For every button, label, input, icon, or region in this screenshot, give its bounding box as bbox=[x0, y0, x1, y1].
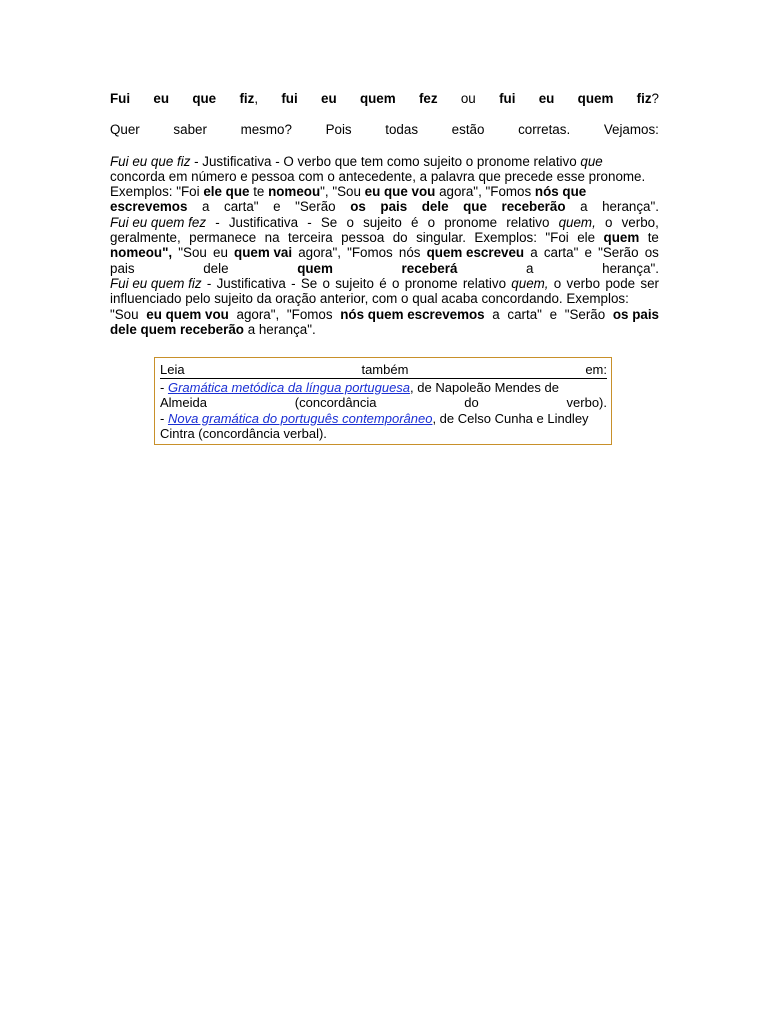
word: pessoa bbox=[341, 230, 385, 246]
word: e bbox=[549, 306, 558, 322]
title-word-bold: fiz bbox=[636, 91, 652, 106]
section1-line1 bbox=[110, 154, 659, 169]
word: verbo). bbox=[566, 395, 607, 410]
bold-word: nomeou", bbox=[110, 245, 173, 261]
word: o bbox=[391, 275, 400, 291]
word: "Foi bbox=[545, 230, 569, 246]
section1-text bbox=[110, 184, 586, 199]
word: pronome bbox=[404, 275, 458, 291]
text-run: agora", "Fomos bbox=[435, 184, 535, 200]
intro-word: todas bbox=[385, 122, 419, 138]
bold-word: os bbox=[350, 199, 366, 215]
section1-text-run: - Justificativa - O verbo que tem como sujeito o pronome relativo bbox=[190, 153, 581, 169]
title-word: eu bbox=[321, 91, 337, 106]
word: pronome bbox=[444, 214, 498, 230]
intro-word: estão bbox=[451, 122, 485, 138]
intro-word: Pois bbox=[325, 122, 352, 138]
section1-line3 bbox=[110, 184, 659, 199]
word: herança". bbox=[602, 199, 659, 215]
title-comma: , bbox=[254, 91, 259, 106]
bold-word: quem vai bbox=[234, 245, 293, 261]
text-run: ", "Sou bbox=[320, 184, 365, 200]
word: - bbox=[307, 214, 312, 230]
word: Justificativa bbox=[228, 214, 299, 230]
word: - bbox=[206, 275, 212, 291]
word: "Serão bbox=[598, 245, 639, 261]
word: a bbox=[530, 245, 538, 261]
word: o bbox=[553, 275, 562, 291]
word: singular. bbox=[416, 230, 466, 246]
section1-heading-italic: Fui eu que fiz bbox=[110, 153, 191, 169]
word: Se bbox=[300, 275, 318, 291]
word: carta" bbox=[507, 306, 542, 322]
word: sujeito bbox=[363, 214, 402, 230]
word: pode bbox=[605, 275, 636, 291]
title-word: quem bbox=[359, 91, 396, 106]
word: - bbox=[215, 214, 220, 230]
reference-link-gramatica-metodica[interactable]: Gramática metódica da língua portuguesa bbox=[167, 379, 411, 395]
reference-text bbox=[160, 380, 559, 396]
reference-text bbox=[160, 411, 589, 427]
section1-text: concorda em número e pessoa com o antecedente, a palavra que precede esse pronome. bbox=[110, 168, 646, 184]
word: verbo bbox=[566, 275, 601, 291]
word: relativo bbox=[462, 275, 507, 291]
reference-text: Cintra (concordância verbal). bbox=[160, 426, 327, 441]
text-run: Exemplos: "Foi bbox=[110, 184, 204, 200]
word: "Sou bbox=[178, 245, 207, 261]
text-run: a herança". bbox=[243, 321, 316, 337]
word: "Serão bbox=[295, 199, 336, 215]
word: a bbox=[526, 260, 534, 276]
section1-italic-word: que bbox=[580, 153, 603, 169]
word: e bbox=[273, 199, 281, 215]
italic-word: quem, bbox=[558, 214, 596, 230]
word: o bbox=[427, 214, 436, 230]
text-run: te bbox=[249, 184, 269, 200]
title-word: eu bbox=[538, 91, 555, 106]
reference-row bbox=[160, 395, 607, 411]
word: a bbox=[202, 199, 210, 215]
title-word bbox=[239, 91, 258, 106]
bullet-dash: - bbox=[160, 410, 168, 426]
intro-word: corretas. bbox=[518, 122, 571, 138]
word: te bbox=[647, 230, 659, 246]
word: "Serão bbox=[564, 306, 606, 322]
word: a bbox=[580, 199, 588, 215]
word: geralmente, bbox=[110, 230, 181, 246]
section2-line4 bbox=[110, 261, 659, 276]
word: - bbox=[291, 275, 296, 291]
reference-rest: , de Napoleão Mendes de bbox=[410, 379, 559, 395]
intro-word: mesmo? bbox=[240, 122, 292, 138]
word: agora", bbox=[236, 306, 280, 322]
intro-line bbox=[110, 122, 659, 137]
title-word: fez bbox=[418, 91, 438, 106]
word: é bbox=[379, 275, 387, 291]
section3-line4 bbox=[110, 322, 659, 337]
italic-word: quem, bbox=[511, 275, 549, 291]
bold-word: receberão bbox=[501, 199, 566, 215]
section2-heading-italic: Fui eu quem fez bbox=[110, 214, 207, 230]
title-word: eu bbox=[153, 91, 170, 106]
reference-row bbox=[160, 380, 607, 396]
bold-word: os pais bbox=[612, 306, 659, 322]
title-question: ? bbox=[651, 91, 659, 106]
heading-word: em: bbox=[585, 362, 607, 377]
heading-word: também bbox=[361, 362, 409, 377]
title-line bbox=[110, 91, 659, 106]
reference-rest: , de Celso Cunha e Lindley bbox=[432, 410, 589, 426]
word: "Fomos bbox=[347, 245, 393, 261]
word: verbo, bbox=[621, 214, 659, 230]
word: sujeito bbox=[335, 275, 374, 291]
word: dele bbox=[203, 260, 229, 276]
title-word: fui bbox=[499, 91, 516, 106]
intro-word: Quer bbox=[110, 122, 140, 138]
reference-row bbox=[160, 411, 607, 427]
bold-word: dele bbox=[421, 199, 449, 215]
reference-link-nova-gramatica[interactable]: Nova gramática do português contemporâneo bbox=[167, 410, 433, 426]
word: do bbox=[392, 230, 408, 246]
bold-word: quem bbox=[603, 230, 640, 246]
section2-line2 bbox=[110, 230, 659, 245]
word: nós bbox=[398, 245, 421, 261]
word: pais bbox=[110, 260, 135, 276]
word: Almeida bbox=[160, 395, 207, 410]
bold-word: receberá bbox=[401, 260, 458, 276]
title-word: ou bbox=[460, 91, 476, 106]
section3-heading-italic: Fui eu quem fiz bbox=[110, 275, 202, 291]
bold-run: ele que bbox=[203, 184, 250, 200]
word: ser bbox=[640, 275, 659, 291]
intro-word: saber bbox=[173, 122, 207, 138]
title-word: que bbox=[192, 91, 217, 106]
word: "Fomos bbox=[286, 306, 333, 322]
word: a bbox=[492, 306, 500, 322]
reference-row bbox=[160, 426, 607, 442]
bold-run: eu que vou bbox=[364, 184, 436, 200]
title-word-bold: fiz bbox=[239, 91, 255, 106]
bold-word: que bbox=[463, 199, 487, 215]
bold-word: quem bbox=[297, 260, 333, 276]
word: ele bbox=[577, 230, 596, 246]
word: terceira bbox=[287, 230, 333, 246]
bold-word: pais bbox=[380, 199, 408, 215]
bold-word: quem escreveu bbox=[426, 245, 525, 261]
section1-text bbox=[110, 154, 603, 169]
bold-run: nós que bbox=[534, 184, 587, 200]
word: Se bbox=[320, 214, 338, 230]
bold-word: eu quem vou bbox=[146, 306, 229, 322]
bold-run: dele quem receberão bbox=[110, 321, 244, 337]
heading-word: Leia bbox=[160, 362, 185, 377]
word: e bbox=[584, 245, 592, 261]
title-word: Fui bbox=[110, 91, 131, 106]
see-also-heading bbox=[160, 363, 607, 379]
word: permanece bbox=[189, 230, 257, 246]
word: na bbox=[264, 230, 280, 246]
word: o bbox=[346, 214, 354, 230]
intro-word: Vejamos: bbox=[603, 122, 659, 138]
bold-word: escrevemos bbox=[110, 199, 188, 215]
bullet-dash: - bbox=[160, 379, 168, 395]
document-body bbox=[110, 91, 659, 337]
section1-line4 bbox=[110, 199, 659, 214]
word: do bbox=[464, 395, 479, 410]
word: relativo bbox=[506, 214, 550, 230]
title-word: quem bbox=[577, 91, 614, 106]
bold-word: nós quem escrevemos bbox=[340, 306, 485, 322]
title-word: fui bbox=[281, 91, 298, 106]
word: eu bbox=[213, 245, 228, 261]
word: os bbox=[644, 245, 659, 261]
section3-line1 bbox=[110, 276, 659, 291]
word: Exemplos: bbox=[474, 230, 537, 246]
see-also-box bbox=[154, 357, 612, 445]
word: carta" bbox=[543, 245, 579, 261]
word: o bbox=[322, 275, 330, 291]
section1-line2 bbox=[110, 169, 659, 184]
word: (concordância bbox=[294, 395, 377, 410]
section3-line3 bbox=[110, 307, 659, 322]
word: herança". bbox=[602, 260, 659, 276]
section2-line3 bbox=[110, 245, 659, 260]
title-word bbox=[637, 91, 659, 106]
word: é bbox=[410, 214, 419, 230]
word: agora", bbox=[298, 245, 341, 261]
section3-text bbox=[110, 322, 316, 337]
word: o bbox=[604, 214, 613, 230]
word: carta" bbox=[224, 199, 259, 215]
section3-text: influenciado pelo sujeito da oração anterior, com o qual acaba concordando. Exemplos: bbox=[110, 291, 629, 307]
word: Justificativa bbox=[216, 275, 286, 291]
section3-line2 bbox=[110, 291, 659, 306]
word: "Sou bbox=[110, 306, 139, 322]
section2-line1 bbox=[110, 215, 659, 230]
bold-run: nomeou bbox=[268, 184, 321, 200]
